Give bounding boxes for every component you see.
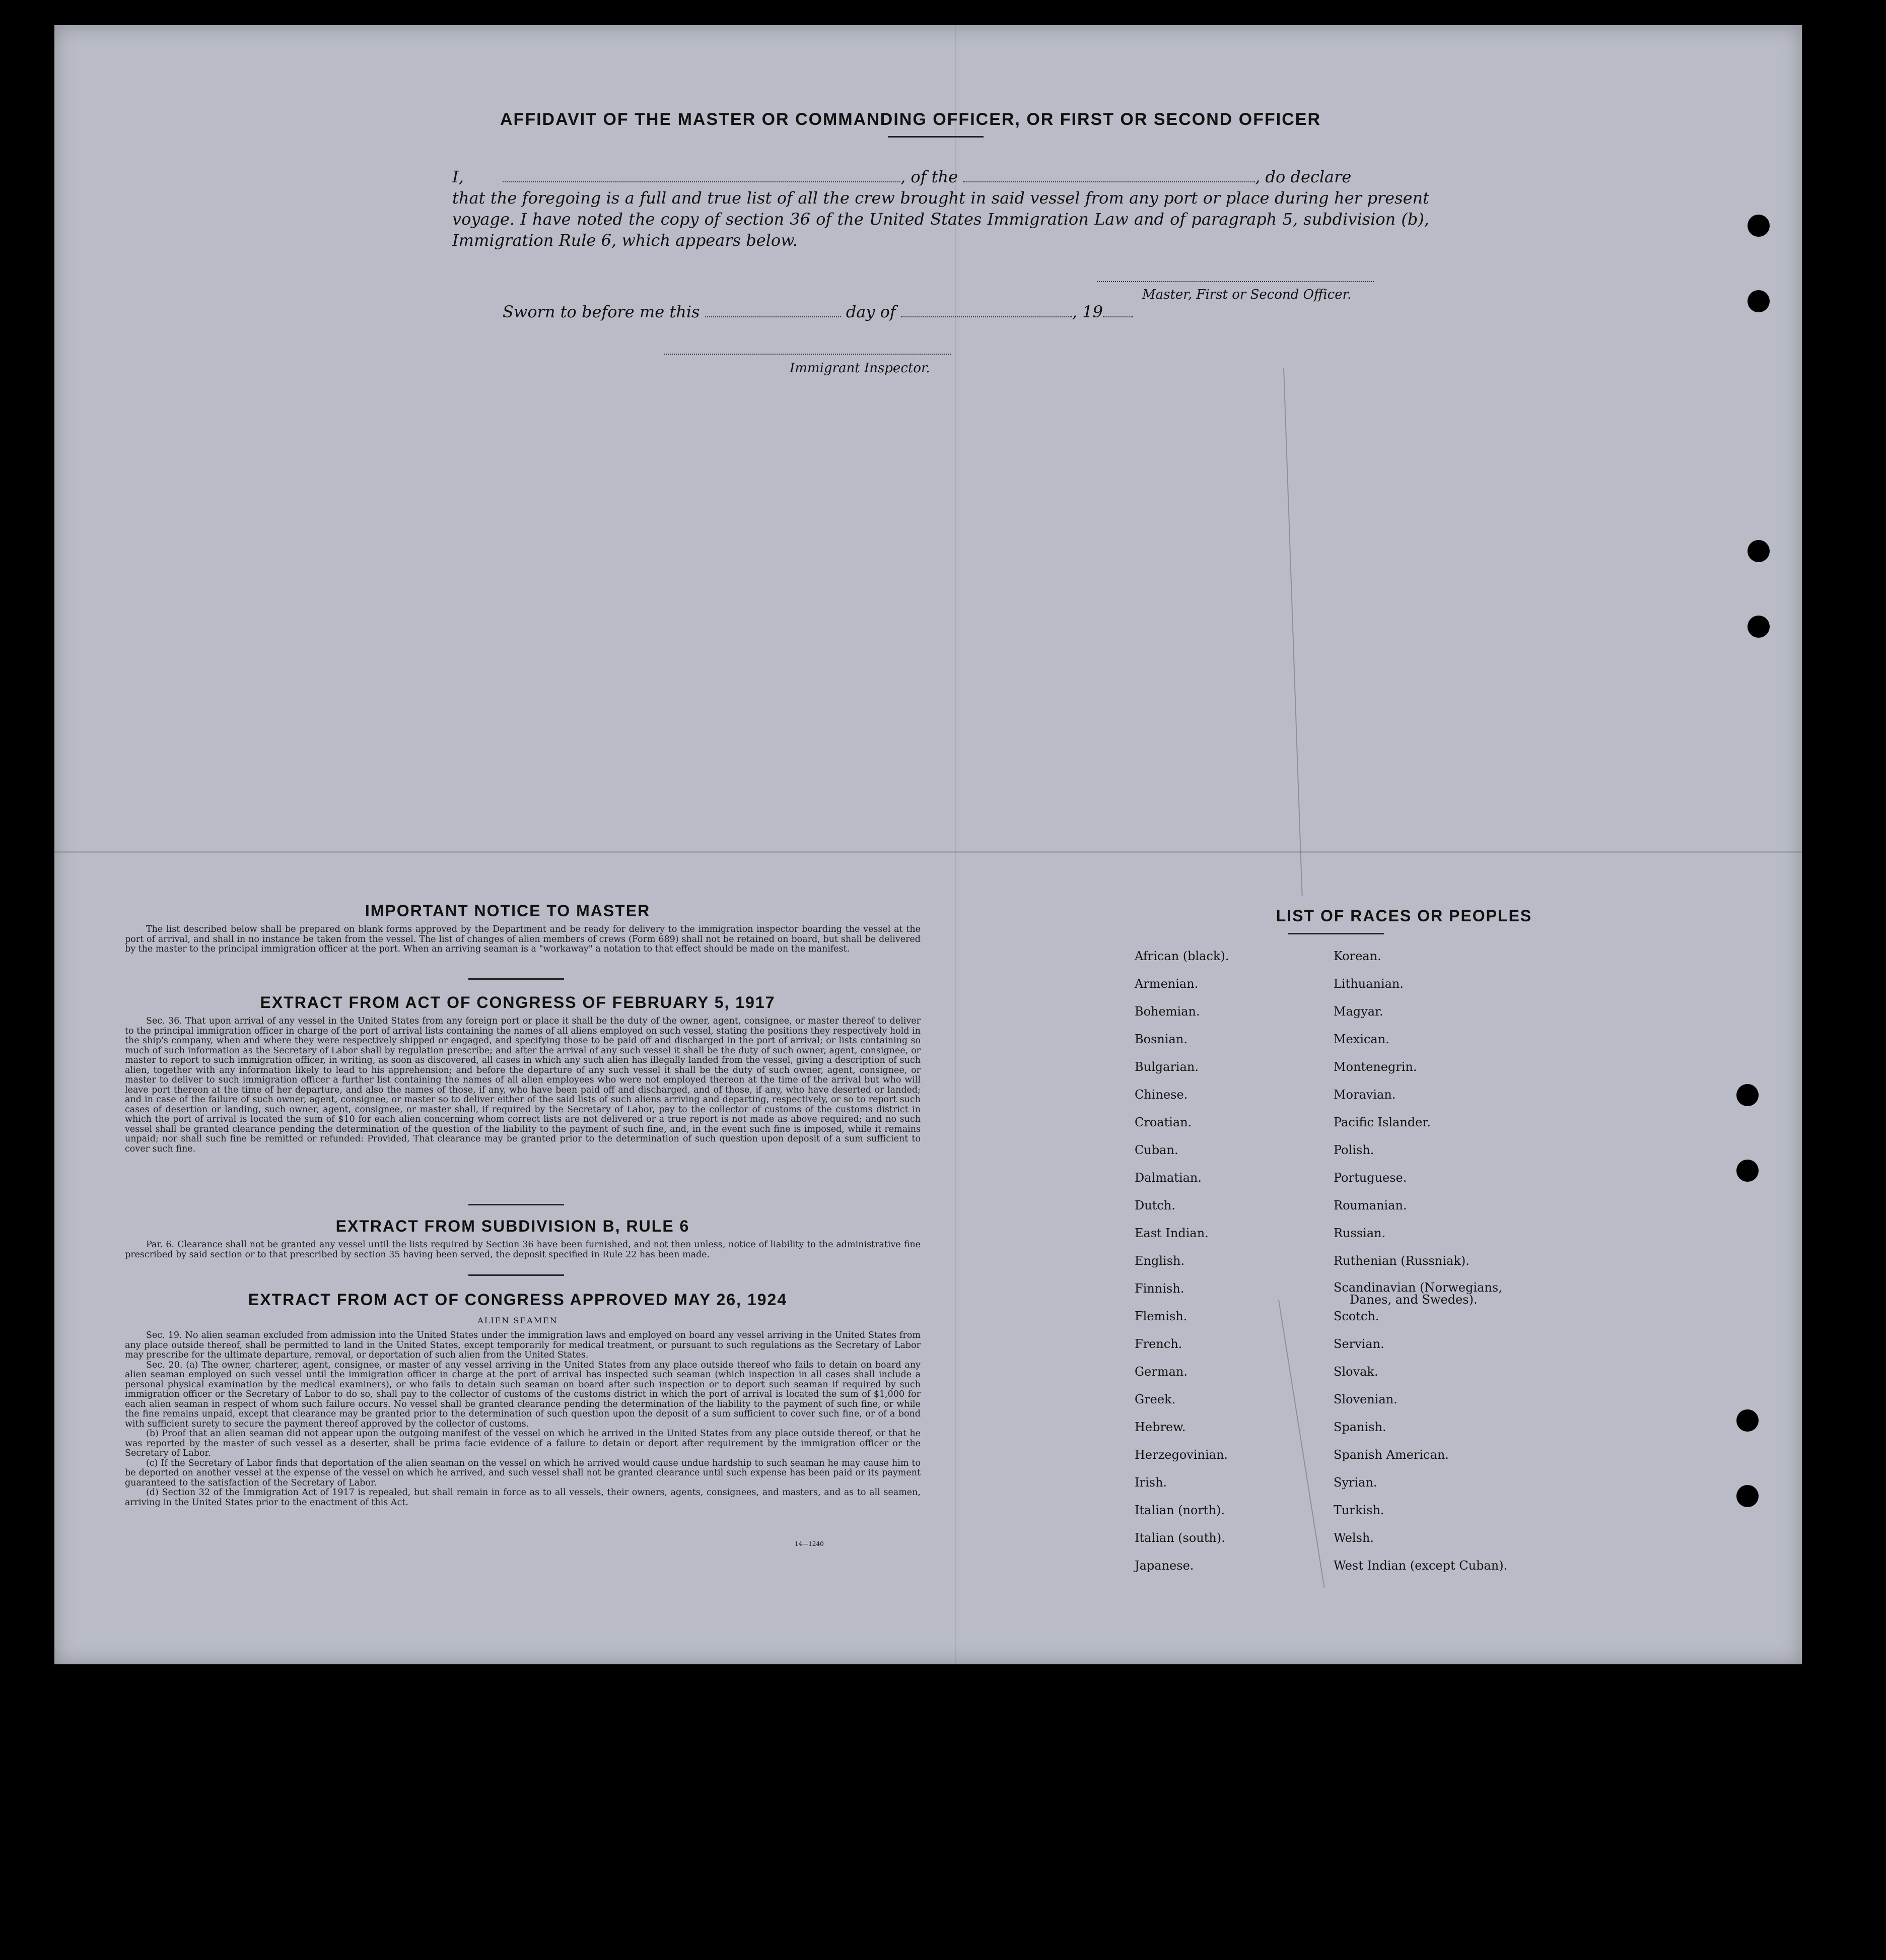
sworn-label: Sworn to before me this	[503, 302, 700, 321]
race-item: Pacific Islander.	[1334, 1115, 1431, 1129]
sworn-month-field[interactable]	[901, 305, 1072, 317]
race-item: Bulgarian.	[1135, 1060, 1199, 1074]
races-title-rule	[1288, 933, 1384, 934]
punch-hole	[1736, 1485, 1759, 1507]
title-rule	[888, 136, 984, 138]
race-item: Slovenian.	[1334, 1392, 1398, 1406]
extract-1924-paragraph: (b) Proof that an alien seaman did not appear upon the outgoing manifest of the vessel on which he arrived in the United States from any place outside thereof, or that he was reported by the master of such vessel as a deserter, shall be prima facie evidence of a failure to detain or deport after requirement by the immigration officer or the Secretary of Labor.	[125, 1429, 921, 1458]
alien-seamen-subtitle: ALIEN SEAMEN	[477, 1316, 558, 1325]
race-item: Servian.	[1334, 1337, 1384, 1351]
year-prefix: , 19	[1072, 302, 1103, 321]
race-item: French.	[1135, 1337, 1182, 1351]
extract-1924-paragraph: (d) Section 32 of the Immigration Act of 1917 is repealed, but shall remain in force as to all vessels, their owners, agents, consignees, and masters, and as to all seamen, arriving in the United States prior to the enactment of this Act.	[125, 1488, 921, 1508]
race-item-line: Danes, and Swedes).	[1350, 1293, 1478, 1307]
race-item: Montenegrin.	[1334, 1060, 1417, 1074]
race-item: Roumanian.	[1334, 1198, 1407, 1212]
race-item: East Indian.	[1135, 1226, 1209, 1240]
race-item: Flemish.	[1135, 1309, 1188, 1323]
punch-hole	[1748, 290, 1770, 312]
punch-hole	[1736, 1160, 1759, 1182]
race-item	[1334, 1281, 1507, 1309]
extract-1924-paragraph: Sec. 19. No alien seaman excluded from admission into the United States under the immigration laws and employed on board any vessel arriving in the United States from any place outside thereof, shall be permitted to land in the United States, except temporarily for medical treatment, or pursuant to such regulations as the Secretary of Labor may prescribe for the ultimate departure, removal, or deportation of such alien from the United States.	[125, 1330, 921, 1360]
race-item: Moravian.	[1334, 1088, 1396, 1102]
day-of-label: day of	[846, 302, 896, 321]
form-sheet	[54, 25, 1802, 1664]
punch-hole	[1748, 540, 1770, 562]
pencil-mark	[1278, 1300, 1325, 1588]
section-rule	[468, 1274, 564, 1276]
race-item: Ruthenian (Russniak).	[1334, 1254, 1470, 1268]
race-item: Mexican.	[1334, 1032, 1389, 1046]
extract-1917-paragraph: Sec. 36. That upon arrival of any vessel in the United States from any foreign port or place it shall be the duty of the owner, agent, consignee, or master thereof to deliver to the principal immigration officer in charge of the port of arrival lists containing the names of all aliens employed on such vessel, stating the positions they respectively hold in the ship's company, when and where they were respectively shipped or engaged, and specifying those to be paid off and discharged in the port of arrival; or lists containing so much of such information as the Secretary of Labor shall by regulation prescribe; and after the arrival of any such vessel it shall be the duty of such owner, agent, consignee, or master to report to such immigration officer, in writing, as soon as discovered, all cases in which any such alien has illegally landed from the vessel, giving a description of such alien, together with any information likely to lead to his apprehension; and before the departure of any such vessel it shall be the duty of such owner, agent, consignee, or master to deliver to such immigration officer a further list containing the names of all alien employees who were not employed thereon at the time of the arrival but who will leave port thereon at the time of her departure, and also the names of those, if any, who have been paid off and discharged, and of those, if any, who have deserted or landed; and in case of the failure of such owner, agent, consignee, or master so to deliver either of the said lists of such aliens arriving and departing, respectively, or so to report such cases of desertion or landing, such owner, agent, consignee, or master shall, if required by the Secretary of Labor, pay to the collector of customs of the customs district in which the port of arrival is located the sum of $10 for each alien concerning whom correct lists are not delivered or a true report is not made as above required; and no such vessel shall be granted clearance pending the determination of the question of the liability to the payment of such fine, and, in the event such fine is imposed, while it remains unpaid; nor shall such fine be remitted or refunded: Provided, That clearance may be granted prior to the determination of such question upon deposit of a sum sufficient to cover such fine.	[125, 1016, 921, 1154]
race-item: Dutch.	[1135, 1198, 1175, 1212]
horizontal-fold	[54, 851, 1802, 853]
race-item: Syrian.	[1334, 1475, 1377, 1490]
vessel-name-field[interactable]	[963, 170, 1255, 182]
affidavit-statement: that the foregoing is a full and true list of all the crew brought in said vessel from any port or place during her present voyage. I have noted the copy of section 36 of the United States Immigration Law and of paragraph 5, subdivision (b), Immigration Rule 6, which appears below.	[452, 188, 1429, 250]
races-right-column	[1334, 949, 1507, 1586]
race-item: Welsh.	[1334, 1531, 1374, 1545]
punch-hole	[1736, 1084, 1759, 1106]
rule6-paragraph: Par. 6. Clearance shall not be granted any vessel until the lists required by Section 36 have been furnished, and not then unless, notice of liability to the administrative fine prescribed by said section or to that prescribed by section 35 having been served, the deposit specified in Rule 22 has been made.	[125, 1240, 921, 1260]
affidavit-body	[452, 166, 1429, 251]
notice-title: IMPORTANT NOTICE TO MASTER	[365, 902, 651, 920]
races-title: LIST OF RACES OR PEOPLES	[1276, 907, 1532, 925]
master-signature-field[interactable]	[1097, 281, 1374, 282]
rule6-title: EXTRACT FROM SUBDIVISION B, RULE 6	[335, 1217, 690, 1235]
race-item-line: Scandinavian (Norwegians,	[1334, 1280, 1502, 1295]
section-rule	[468, 978, 564, 980]
extract-1924-text	[125, 1331, 921, 1508]
punch-hole	[1748, 215, 1770, 237]
extract-1917-text	[125, 1017, 921, 1154]
vertical-fold	[955, 25, 956, 1664]
punch-hole	[1736, 1409, 1759, 1432]
race-item: Cuban.	[1135, 1143, 1178, 1157]
race-item: Bosnian.	[1135, 1032, 1188, 1046]
race-item: Irish.	[1135, 1475, 1167, 1490]
declare-label: , do declare	[1255, 167, 1352, 186]
race-item: Russian.	[1334, 1226, 1386, 1240]
race-item: Dalmatian.	[1135, 1171, 1202, 1185]
section-rule	[468, 1204, 564, 1205]
extract-1924-paragraph: (c) If the Secretary of Labor finds that deportation of the alien seaman on the vessel on which he arrived would cause undue hardship to such seaman he may cause him to be deported on another vessel at the expense of the vessel on which he arrived, and such vessel shall not be granted clearance until such expense has been paid or its payment guaranteed to the satisfaction of the Secretary of Labor.	[125, 1458, 921, 1488]
race-item: Greek.	[1135, 1392, 1176, 1406]
punch-hole	[1748, 616, 1770, 638]
race-item: Magyar.	[1334, 1004, 1383, 1019]
race-item: Croatian.	[1135, 1115, 1192, 1129]
race-item: Chinese.	[1135, 1088, 1188, 1102]
race-item: Scotch.	[1334, 1309, 1379, 1323]
race-item: Turkish.	[1334, 1503, 1384, 1517]
form-number: 14—1240	[795, 1540, 824, 1547]
race-item: Herzegovinian.	[1135, 1448, 1228, 1462]
race-item: Bohemian.	[1135, 1004, 1200, 1019]
race-item: English.	[1135, 1254, 1185, 1268]
extract-1917-title: EXTRACT FROM ACT OF CONGRESS OF FEBRUARY 5, 1917	[260, 993, 776, 1011]
race-item: Armenian.	[1135, 977, 1199, 991]
race-item: Japanese.	[1135, 1559, 1194, 1573]
pencil-mark	[1283, 368, 1303, 896]
inspector-signature-label: Immigrant Inspector.	[790, 361, 930, 376]
notice-paragraph: The list described below shall be prepared on blank forms approved by the Department and be ready for delivery to the immigration inspector boarding the vessel at the port of arrival, and shall in no instance be taken from the vessel. The list of changes of alien members of crews (Form 689) shall not be retained on board, but shall be delivered by the master to the principal immigration officer at the port. When an arriving seaman is a "workaway" a notation to that effect should be made on the manifest.	[125, 924, 921, 954]
extract-1924-paragraph: Sec. 20. (a) The owner, charterer, agent, consignee, or master of any vessel arriving in the United States from any place outside thereof who fails to detain on board any alien seaman employed on such vessel until the immigration officer in charge at the port of arrival has inspected such seaman (which inspection in all cases shall include a personal physical examination by the medical examiners), or who fails to detain such seaman on board after such inspection or to deport such seaman if required by such immigration officer or the Secretary of Labor to do so, shall pay to the collector of customs of the customs district in which the port of arrival is located the sum of $1,000 for each alien seaman in respect of whom such failure occurs. No vessel shall be granted clearance pending the determination of the liability to the payment of such fine, or while the fine remains unpaid, except that clearance may be granted prior to the determination of such question upon the deposit of a sum sufficient to cover such fine, or of a bond with sufficient surety to secure the payment thereof approved by the collector of customs.	[125, 1360, 921, 1429]
race-item: West Indian (except Cuban).	[1334, 1559, 1508, 1573]
declarant-prefix: I,	[452, 167, 464, 186]
race-item: Slovak.	[1334, 1365, 1378, 1379]
sworn-line	[503, 302, 1208, 321]
race-item: Hebrew.	[1135, 1420, 1186, 1434]
of-the-label: , of the	[900, 167, 958, 186]
sworn-day-field[interactable]	[705, 305, 841, 317]
inspector-signature-field[interactable]	[664, 354, 951, 355]
notice-text	[125, 925, 921, 955]
race-item: Italian (south).	[1135, 1531, 1225, 1545]
race-item: Italian (north).	[1135, 1503, 1225, 1517]
sworn-year-field[interactable]	[1103, 305, 1133, 317]
race-item: Lithuanian.	[1334, 977, 1404, 991]
declarant-name-field[interactable]	[503, 170, 900, 182]
affidavit-title: AFFIDAVIT OF THE MASTER OR COMMANDING OFFICER, OR FIRST OR SECOND OFFICER	[500, 110, 1321, 129]
race-item: German.	[1135, 1365, 1188, 1379]
race-item: African (black).	[1135, 949, 1229, 963]
races-left-column	[1135, 949, 1229, 1586]
race-item: Polish.	[1334, 1143, 1374, 1157]
master-signature-label: Master, First or Second Officer.	[1142, 287, 1352, 302]
extract-1924-title: EXTRACT FROM ACT OF CONGRESS APPROVED MAY 26, 1924	[248, 1291, 788, 1309]
race-item: Korean.	[1334, 949, 1381, 963]
race-item: Spanish.	[1334, 1420, 1386, 1434]
race-item: Spanish American.	[1334, 1448, 1449, 1462]
race-item: Finnish.	[1135, 1281, 1184, 1296]
race-item: Portuguese.	[1334, 1171, 1407, 1185]
rule6-text	[125, 1240, 921, 1260]
